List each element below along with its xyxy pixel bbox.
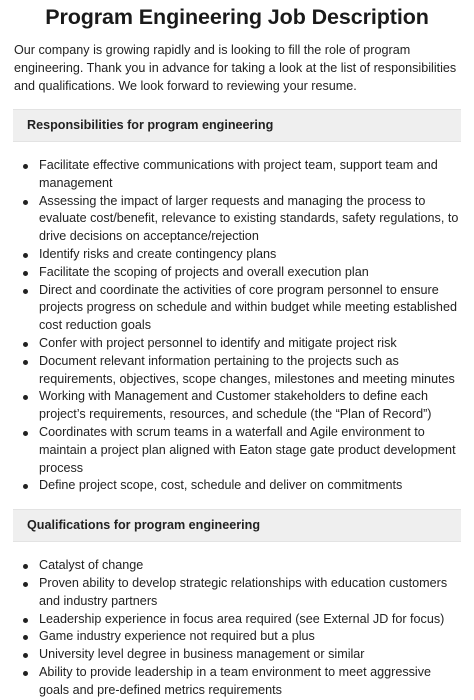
intro-paragraph: Our company is growing rapidly and is looking to fill the role of program engineering. Thank you in advance for taking a look at the list of responsibilities and qualifications. We look forward to reviewing your resume. — [14, 43, 457, 93]
bullet-icon — [23, 289, 28, 294]
bullet-icon — [23, 431, 28, 436]
bullet-icon — [23, 271, 28, 276]
qualifications-list — [14, 557, 460, 699]
qualifications-heading: Qualifications for program engineering — [13, 509, 461, 542]
list-item — [14, 646, 460, 664]
list-item — [14, 193, 460, 246]
responsibilities-heading: Responsibilities for program engineering — [13, 109, 461, 142]
bullet-icon — [23, 582, 28, 587]
list-item — [14, 353, 460, 389]
list-item — [14, 157, 460, 193]
page-title: Program Engineering Job Description — [45, 5, 429, 29]
bullet-icon — [23, 653, 28, 658]
bullet-icon — [23, 395, 28, 400]
list-item-text: Facilitate the scoping of projects and overall execution plan — [39, 264, 369, 279]
list-item — [14, 388, 460, 424]
list-item — [14, 611, 460, 629]
bullet-icon — [23, 164, 28, 169]
bullet-icon — [23, 618, 28, 623]
list-item — [14, 424, 460, 477]
list-item — [14, 246, 460, 264]
list-item-text: Identify risks and create contingency plans — [39, 246, 277, 261]
list-item — [14, 628, 460, 646]
responsibilities-list — [14, 157, 460, 495]
list-item-text: Working with Management and Customer stakeholders to define each project’s requirements, resources, and schedule (the “Plan of Record”) — [39, 389, 432, 422]
bullet-icon — [23, 253, 28, 258]
list-item — [14, 264, 460, 282]
list-item — [14, 335, 460, 353]
bullet-icon — [23, 564, 28, 569]
list-item — [14, 282, 460, 335]
list-item — [14, 477, 460, 495]
list-item-text: Document relevant information pertaining to the projects such as requirements, objectives, scope changes, milestones and meeting minutes — [39, 353, 455, 386]
list-item-text: Leadership experience in focus area required (see External JD for focus) — [39, 611, 445, 626]
list-item — [14, 575, 460, 611]
list-item-text: Direct and coordinate the activities of core program personnel to ensure projects progress on schedule and within budget while meeting established cost reduction goals — [39, 282, 457, 333]
bullet-icon — [23, 671, 28, 676]
bullet-icon — [23, 342, 28, 347]
list-item-text: Confer with project personnel to identify and mitigate project risk — [39, 335, 397, 350]
list-item — [14, 557, 460, 575]
bullet-icon — [23, 635, 28, 640]
list-item-text: Assessing the impact of larger requests and managing the process to evaluate cost/benefit, relevance to existing standards, safety regulations, to drive decisions on acceptance/rejection — [39, 193, 459, 244]
list-item-text: Proven ability to develop strategic relationships with education customers and industry partners — [39, 575, 448, 608]
list-item-text: Game industry experience not required but a plus — [39, 629, 315, 644]
list-item-text: Facilitate effective communications with project team, support team and management — [39, 158, 438, 190]
bullet-icon — [23, 200, 28, 205]
list-item — [14, 664, 460, 700]
list-item-text: Define project scope, cost, schedule and deliver on commitments — [39, 478, 403, 493]
bullet-icon — [23, 360, 28, 365]
list-item-text: Ability to provide leadership in a team environment to meet aggressive goals and pre-defined metrics requirements — [39, 664, 432, 697]
list-item-text: Coordinates with scrum teams in a waterfall and Agile environment to maintain a project plan aligned with Eaton stage gate product development process — [39, 424, 456, 475]
list-item-text: University level degree in business management or similar — [39, 647, 365, 662]
list-item-text: Catalyst of change — [39, 558, 144, 573]
bullet-icon — [23, 484, 28, 489]
